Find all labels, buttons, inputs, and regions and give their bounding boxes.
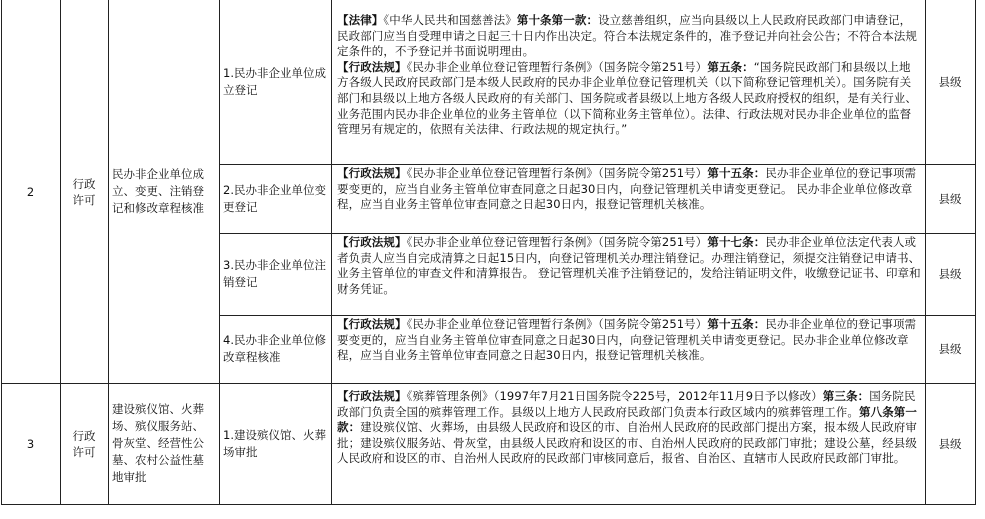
basis-label: 【行政法规】 [337,389,407,403]
item-name: 建设殡仪馆、火葬场、殡仪服务站、骨灰堂、经营性公墓、农村公益性墓地审批 [112,402,204,484]
basis-law: 《民办非企业单位登记管理暂行条例》（国务院令第251号） [406,235,708,249]
item-name: 民办非企业单位成立、变更、注销登记和修改章程核准 [112,167,204,215]
basis-law: 《中华人民共和国慈善法》 [383,13,517,27]
basis-clause: 第三条： [822,389,870,403]
level: 县级 [938,75,962,89]
basis-content: 设立慈善组织，应当向县级以上人民政府民政部门申请登记，民政部门应当自受理申请之日起三十日内作出决定。符合本法规定条件的，准予登记并向社会公告；不符合本法规定条件的，不予登记并书面说明理由。 [337,13,917,59]
table-border [1,383,976,384]
basis-content: 民办非企业单位的登记事项需要变更的，应当自业务主管单位审查同意之日起30日内，向登记管理机关申请变更登记。民办非企业单位修改章程，应当自业务主管单位审查同意之日起30日内，报登记管理机关核准。 [337,317,917,363]
level: 县级 [938,342,962,356]
basis-law: 《民办非企业单位登记管理暂行条例》（国务院令第251号） [406,317,708,331]
basis-content: “国务院民政部门和县级以上地方各级人民政府民政部门是本级人民政府的民办非企业单位登记管理机关（以下简称登记管理机关）。国务院有关部门和县级以上地方各级人民政府的有关部门、国务院或者县级以上地方各级人民政府授权的组织，是有关行业、业务范围内民办非企业单位的业务主管单位（以下简称业务主管单位）。法律、行政法规对民办非企业单位的监督管理另有规定的，依照有关法律、行政法规的规定执行。” [337,59,917,137]
table-border [108,0,109,504]
table-border [219,315,976,316]
basis-clause: 第十五条： [707,166,766,180]
basis-label: 【行政法规】 [337,235,407,249]
table-border [925,0,926,504]
row-number: 3 [26,436,35,451]
basis-law: 《殡葬管理条例》（1997年7月21日国务院令225号，2012年11月9日予以修改） [406,389,823,403]
basis-label: 【行政法规】 [337,59,407,74]
basis-content: 建设殡仪馆、火葬场，由县级人民政府和设区的市、自治州人民政府的民政部门提出方案，报本级人民政府审批；建设殡仪服务站、骨灰堂，由县级人民政府和设区的市、自治州人民政府的民政部门审批；建设公墓，经县级人民政府和设区的市、自治州人民政府的民政部门审核同意后，报省、自治区、直辖市人民政府民政部门审批。 [337,420,917,466]
level: 县级 [938,436,962,451]
basis-law: 《民办非企业单位登记管理暂行条例》（国务院令第251号） [406,166,708,180]
basis-label: 【法律】 [337,13,384,27]
basis-clause: 第五条： [707,59,754,74]
sub-item-name: 2.民办非企业单位变更登记 [223,182,326,214]
basis-clause: 第八条第一款： [337,404,917,435]
legal-basis [331,233,925,315]
legal-basis [331,315,925,383]
sub-item-name: 3.民办非企业单位注销登记 [223,258,326,289]
table-border [219,164,976,165]
basis-clause: 第十七条： [707,235,766,249]
legal-basis [331,164,925,233]
basis-label: 【行政法规】 [337,317,407,331]
table-border [975,0,976,504]
item-type: 行政许可 [72,176,96,207]
table-border [219,0,220,504]
sub-item-name: 1.建设殡仪馆、火葬场审批 [223,427,326,459]
basis-clause: 第十五条： [707,317,766,331]
basis-content: 国务院民政部门负责全国的殡葬管理工作。县级以上地方人民政府民政部门负责本行政区域内的殡葬管理工作。 [337,389,916,419]
basis-content: 民办非企业单位法定代表人或者负责人应当自完成清算之日起15日内，向登记管理机关办理注销登记。办理注销登记，须提交注销登记申请书、业务主管单位的审查文件和清算报告。 登记管理机关准予注销登记的，发给注销证明文件，收缴登记证书、印章和财务凭证。 [337,235,921,296]
sub-item-name: 4.民办非企业单位修改章程核准 [223,333,326,364]
table-border [1,0,2,504]
basis-clause: 第十条第一款： [516,13,599,27]
basis-label: 【行政法规】 [337,166,407,180]
level: 县级 [938,267,962,281]
table-border [331,0,332,504]
level: 县级 [938,191,962,206]
legal-basis [331,383,925,504]
item-type: 行政许可 [72,428,96,459]
basis-law: 《民办非企业单位登记管理暂行条例》（国务院令第251号） [406,59,708,74]
table-border [219,233,976,234]
row-number: 2 [26,184,35,199]
legal-basis [331,11,925,163]
table-border [1,504,976,505]
table-border [60,0,61,504]
sub-item-name: 1.民办非企业单位成立登记 [223,66,326,97]
basis-content: 民办非企业单位的登记事项需要变更的，应当自业务主管单位审查同意之日起30日内，向登记管理机关申请变更登记。 民办非企业单位修改章程，应当自业务主管单位审查同意之日起30日内，报登记管理机关核准。 [337,166,917,212]
